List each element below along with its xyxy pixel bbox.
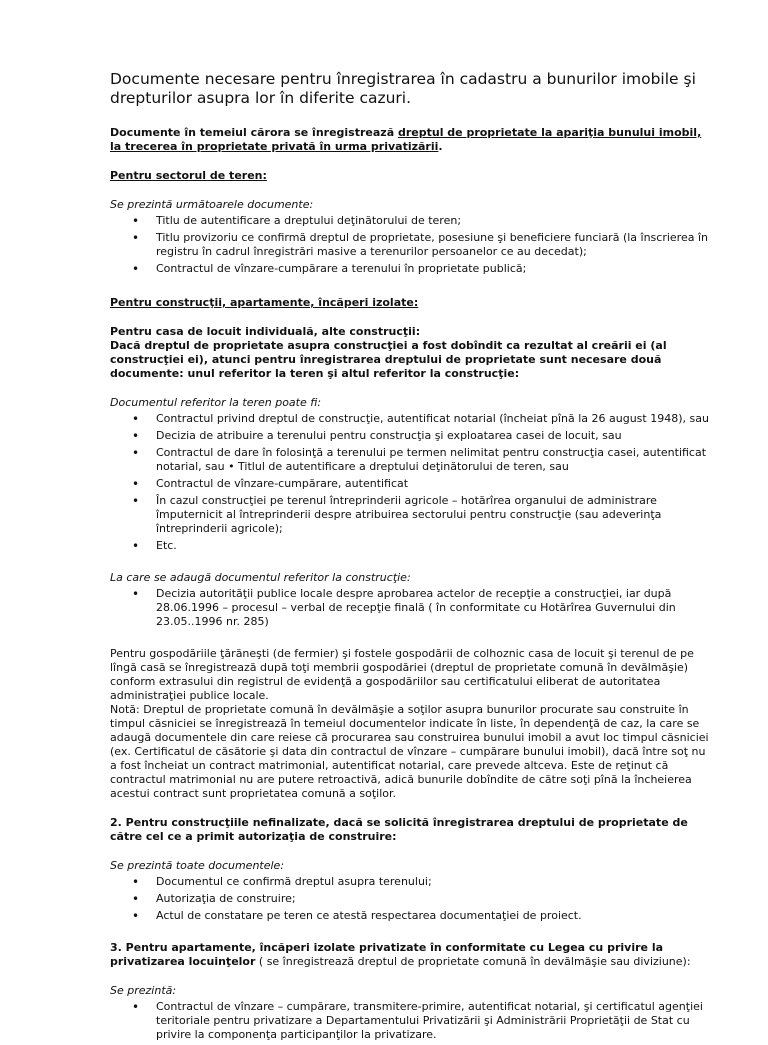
casa-heading: Pentru casa de locuit individuală, alte construcţii: xyxy=(110,325,421,338)
list-item: • Documentul ce confirmă dreptul asupra terenului; xyxy=(156,875,710,889)
teren-heading: Pentru sectorul de teren: xyxy=(110,169,267,182)
apartamente-heading-bold: 3. Pentru apartamente, încăperi izolate privatizate în conformitate cu Legea cu privire la privatizarea locuinţelor xyxy=(110,941,664,968)
list-item: • Contractul de vînzare-cumpărare a terenului în proprietate publică; xyxy=(156,262,710,276)
apartamente-heading xyxy=(110,941,710,969)
list-item: • Decizia de atribuire a terenului pentru construcţia şi exploatarea casei de locuit, sau xyxy=(156,429,710,443)
nefinalizate-list xyxy=(110,875,710,923)
intro-prefix: Documente în temeiul cărora se înregistrează xyxy=(110,126,398,139)
list-item: • Etc. xyxy=(156,539,710,553)
gospodarii-paragraph: Pentru gospodăriile ţărăneşti (de fermier) şi fostele gospodării de colhoznic casa de locuit şi terenul de pe lîngă casă se înregistrează după toţi membrii gospodăriei (dreptul de proprietate comună în devălmăşie) conform extrasului din registrul de evidenţă a gospodăriilor sau certificatului eliberat de autoritatea administraţiei publice locale. xyxy=(110,647,694,702)
list-item: • Titlu de autentificare a dreptului deţinătorului de teren; xyxy=(156,214,710,228)
intro-underlined: dreptul de proprietate la apariţia bunului imobil, la trecerea în proprietate privată în urma privatizării xyxy=(110,126,702,153)
apartamente-lead: Se prezintă: xyxy=(110,984,177,997)
list-item: • În cazul construcţiei pe terenul întreprinderii agricole – hotărîrea organului de administrare împuternicit al întreprinderii despre atribuirea sectorului pentru construcţie (sau adeverinţa întreprinderii agricole); xyxy=(156,494,710,536)
nefinalizate-heading: 2. Pentru construcţiile nefinalizate, dacă se solicită înregistrarea dreptului de proprietate de către cel ce a primit autorizaţia de construire: xyxy=(110,816,688,843)
document-page xyxy=(110,70,710,1045)
list-item: • Contractul de vînzare-cumpărare, autentificat xyxy=(156,477,710,491)
casa-text: Dacă dreptul de proprietate asupra construcţiei a fost dobîndit ca rezultat al creării ei (al construcţiei ei), atunci pentru înregistrarea dreptului de proprietate sunt necesare două documente: unul referitor la teren şi altul referitor la construcţie: xyxy=(110,339,667,380)
intro-paragraph xyxy=(110,126,710,154)
list-item: • Decizia autorităţii publice locale despre aprobarea actelor de recepţie a construcţiei, iar după 28.06.1996 – procesul – verbal de recepţie finală ( în conformitate cu Hotărîrea Guvernului din 23.05..1996 nr. 285) xyxy=(156,587,710,629)
list-item: • Autorizaţia de construire; xyxy=(156,892,710,906)
list-item: • Contractul de vînzare – cumpărare, transmitere-primire, autentificat notarial, şi certificatul agenţiei teritoriale pentru privatizare a Departamentului Privatizării şi Administrării Proprietăţii de Stat cu privire la componenţa participanţilor la privatizare. xyxy=(156,1000,710,1042)
teren-doc-list xyxy=(110,412,710,553)
list-item: • Titlu provizoriu ce confirmă dreptul de proprietate, posesiune şi beneficiere funciară (la înscrierea în registru în cadrul înregistrări masive a terenurilor persoanelor ce au decedat); xyxy=(156,231,710,259)
apartamente-list xyxy=(110,1000,710,1042)
teren-lead: Se prezintă următoarele documente: xyxy=(110,198,314,211)
intro-suffix: . xyxy=(438,140,443,153)
nota-paragraph: Notă: Dreptul de proprietate comună în devălmăşie a soţilor asupra bunurilor procurate sau construite în timpul căsniciei se înregistrează în temeiul documentelor indicate în liste, în dependenţă de caz, la care se adaugă documentele din care reiese că procurarea sau construirea bunului imobil a avut loc timpul căsniciei (ex. Certificatul de căsătorie şi data din contractul de vînzare – cumpărare bunului imobil), dacă între soţ nu a fost încheiat un contract matrimonial, autentificat notarial, care prevede altceva. Este de reţinut că contractul matrimonial nu are putere retroactivă, adică bunurile dobîndite de către soţi pînă la încheierea acestui contract sunt proprietatea comună a soţilor. xyxy=(110,703,709,800)
teren-doc-lead: Documentul referitor la teren poate fi: xyxy=(110,396,322,409)
list-item: • Actul de constatare pe teren ce atestă respectarea documentaţiei de proiect. xyxy=(156,909,710,923)
constructie-doc-list xyxy=(110,587,710,629)
list-item: • Contractul privind dreptul de construcţie, autentificat notarial (încheiat pînă la 26 august 1948), sau xyxy=(156,412,710,426)
constructii-heading: Pentru construcţii, apartamente, încăperi izolate: xyxy=(110,296,419,309)
nefinalizate-lead: Se prezintă toate documentele: xyxy=(110,859,285,872)
teren-list xyxy=(110,214,710,276)
document-title: Documente necesare pentru înregistrarea în cadastru a bunurilor imobile şi drepturilor asupra lor în diferite cazuri. xyxy=(110,70,696,107)
list-item: • Contractul de dare în folosinţă a terenului pe termen nelimitat pentru construcţia casei, autentificat notarial, sau • Titlul de autentificare a dreptului deţinătorului de teren, sau xyxy=(156,446,710,474)
constructie-doc-lead: La care se adaugă documentul referitor la construcţie: xyxy=(110,571,411,584)
apartamente-heading-normal: ( se înregistrează dreptul de proprietate comună în devălmăşie sau diviziune): xyxy=(255,955,691,968)
